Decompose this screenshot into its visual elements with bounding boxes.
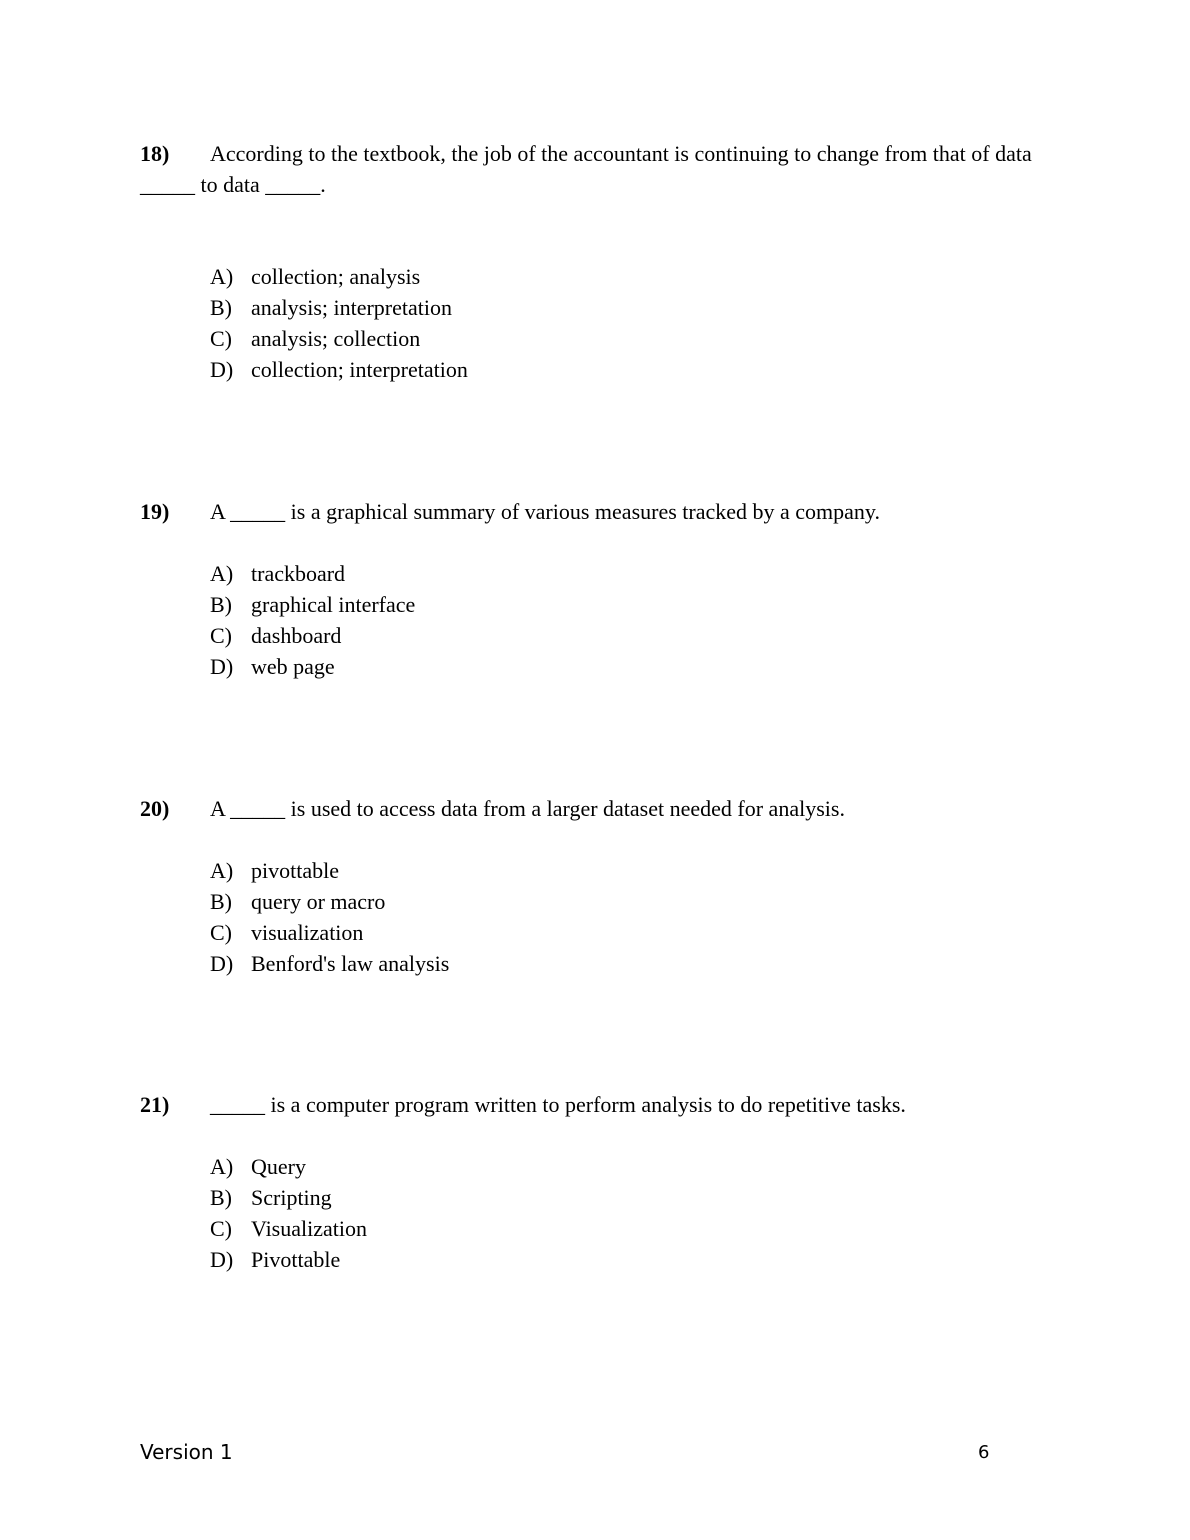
- answer-option[interactable]: [210, 354, 1120, 385]
- question-text: _____ is a computer program written to perform analysis to do repetitive tasks.: [210, 1092, 906, 1117]
- option-text: Benford's law analysis: [251, 951, 450, 976]
- option-letter: B): [210, 295, 232, 320]
- answer-option[interactable]: [210, 261, 1120, 292]
- option-text: analysis; collection: [251, 326, 421, 351]
- question-stem: [140, 496, 1050, 527]
- option-letter: A): [210, 858, 234, 883]
- option-letter: A): [210, 264, 234, 289]
- answer-option[interactable]: [210, 1151, 1120, 1182]
- option-text: pivottable: [251, 858, 339, 883]
- option-text: Pivottable: [251, 1247, 341, 1272]
- footer-version: Version 1: [140, 1440, 233, 1464]
- answer-option[interactable]: [210, 558, 1120, 589]
- option-text: query or macro: [251, 889, 386, 914]
- answer-options: [210, 1151, 1120, 1275]
- answer-option[interactable]: [210, 323, 1120, 354]
- question-18: [140, 138, 1050, 385]
- option-letter: D): [210, 654, 234, 679]
- answer-option[interactable]: [210, 620, 1120, 651]
- option-letter: B): [210, 592, 232, 617]
- answer-option[interactable]: [210, 1244, 1120, 1275]
- answer-option[interactable]: [210, 917, 1120, 948]
- option-text: collection; interpretation: [251, 357, 468, 382]
- option-letter: A): [210, 561, 234, 586]
- answer-option[interactable]: [210, 886, 1120, 917]
- answer-option[interactable]: [210, 292, 1120, 323]
- option-text: analysis; interpretation: [251, 295, 452, 320]
- option-letter: D): [210, 357, 234, 382]
- option-letter: C): [210, 623, 232, 648]
- footer-page-number: 6: [978, 1442, 990, 1463]
- option-text: trackboard: [251, 561, 346, 586]
- option-text: Visualization: [251, 1216, 367, 1241]
- option-letter: D): [210, 951, 234, 976]
- question-text: According to the textbook, the job of the accountant is continuing to change from that of data _____ to data _____.: [140, 141, 1032, 197]
- answer-option[interactable]: [210, 651, 1120, 682]
- option-letter: A): [210, 1154, 234, 1179]
- option-text: dashboard: [251, 623, 342, 648]
- option-text: visualization: [251, 920, 364, 945]
- answer-options: [210, 558, 1120, 682]
- answer-option[interactable]: [210, 1182, 1120, 1213]
- option-text: graphical interface: [251, 592, 416, 617]
- question-number: 19): [140, 499, 170, 524]
- question-stem: [140, 1089, 1050, 1120]
- option-letter: C): [210, 326, 232, 351]
- question-number: 18): [140, 141, 170, 166]
- option-text: Query: [251, 1154, 306, 1179]
- question-stem: [140, 793, 1050, 824]
- option-letter: D): [210, 1247, 234, 1272]
- answer-option[interactable]: [210, 948, 1120, 979]
- option-text: web page: [251, 654, 335, 679]
- option-letter: C): [210, 920, 232, 945]
- option-letter: B): [210, 1185, 232, 1210]
- answer-option[interactable]: [210, 1213, 1120, 1244]
- question-stem: [140, 138, 1050, 200]
- question-19: [140, 496, 1050, 682]
- answer-options: [210, 855, 1120, 979]
- question-text: A _____ is used to access data from a larger dataset needed for analysis.: [210, 796, 845, 821]
- question-21: [140, 1089, 1050, 1275]
- option-letter: C): [210, 1216, 232, 1241]
- option-text: Scripting: [251, 1185, 332, 1210]
- option-letter: B): [210, 889, 232, 914]
- answer-option[interactable]: [210, 855, 1120, 886]
- option-text: collection; analysis: [251, 264, 421, 289]
- question-20: [140, 793, 1050, 979]
- answer-option[interactable]: [210, 589, 1120, 620]
- question-text: A _____ is a graphical summary of various measures tracked by a company.: [210, 499, 880, 524]
- question-number: 20): [140, 796, 170, 821]
- answer-options: [210, 261, 1120, 385]
- question-number: 21): [140, 1092, 170, 1117]
